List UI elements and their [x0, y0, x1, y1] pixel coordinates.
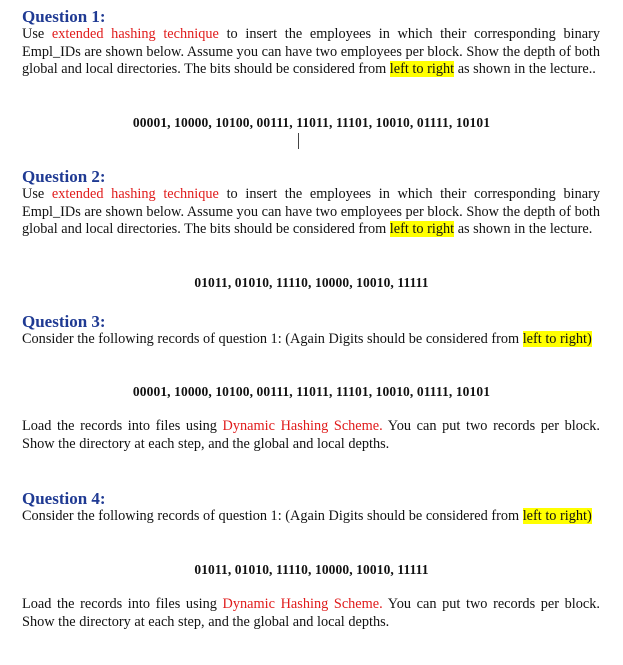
question-3-load — [22, 418, 600, 453]
question-4-intro — [22, 508, 600, 526]
text-cursor — [298, 133, 299, 149]
question-3-title: Question 3: — [22, 312, 106, 331]
question-3-load-part: You can put two records per block. Show the directory at each step, and the global and local depths. — [22, 418, 600, 452]
question-1-title: Question 1: — [22, 7, 106, 26]
question-2-text-part: Use — [22, 186, 52, 202]
question-1-text-part: to insert the employees in which their corresponding binary Empl_IDs are shown below. Assume you can have two employees per block. Show the depth of both global and local directories. The bits should be considered from — [22, 26, 600, 77]
question-2-codes: 01011, 01010, 11110, 10000, 10010, 11111 — [194, 275, 429, 290]
question-4-codes: 01011, 01010, 11110, 10000, 10010, 11111 — [194, 562, 429, 577]
question-3-codes: 00001, 10000, 10100, 00111, 11011, 11101, 10010, 01111, 10101 — [132, 384, 491, 399]
question-2-text-part: as shown in the lecture. — [454, 221, 593, 237]
question-1-codes: 00001, 10000, 10100, 00111, 11011, 11101, 10010, 01111, 10101 — [132, 115, 491, 130]
question-3-scheme: Dynamic Hashing Scheme. — [222, 418, 383, 434]
question-2-technique: extended hashing technique — [51, 186, 219, 202]
question-4-title: Question 4: — [22, 489, 106, 508]
question-1-highlight: left to right — [389, 61, 455, 77]
question-4-highlight: left to right) — [522, 508, 592, 524]
question-4-load-part: You can put two records per block. Show the directory at each step, and the global and local depths. — [22, 596, 600, 630]
question-4-scheme: Dynamic Hashing Scheme. — [222, 596, 383, 612]
question-4-load — [22, 596, 600, 631]
question-2-text — [22, 186, 600, 239]
question-3-intro — [22, 331, 600, 349]
question-2-text-part: to insert the employees in which their corresponding binary Empl_IDs are shown below. Assume you can have two employees per block. Show the depth of both global and local directories. The bits should be considered from — [22, 186, 600, 237]
question-3-highlight: left to right) — [522, 331, 592, 347]
question-1-text — [22, 26, 600, 79]
question-4-intro-part: Consider the following records of question 1: (Again Digits should be considered from — [22, 508, 523, 524]
question-2-highlight: left to right — [389, 221, 455, 237]
question-1-text-part: Use — [22, 26, 52, 42]
question-2-title: Question 2: — [22, 167, 106, 186]
question-3-intro-part: Consider the following records of question 1: (Again Digits should be considered from — [22, 331, 523, 347]
question-4-load-part: Load the records into files using — [22, 596, 223, 612]
question-3-load-part: Load the records into files using — [22, 418, 223, 434]
question-1-technique: extended hashing technique — [51, 26, 219, 42]
question-1-text-part: as shown in the lecture.. — [454, 61, 596, 77]
